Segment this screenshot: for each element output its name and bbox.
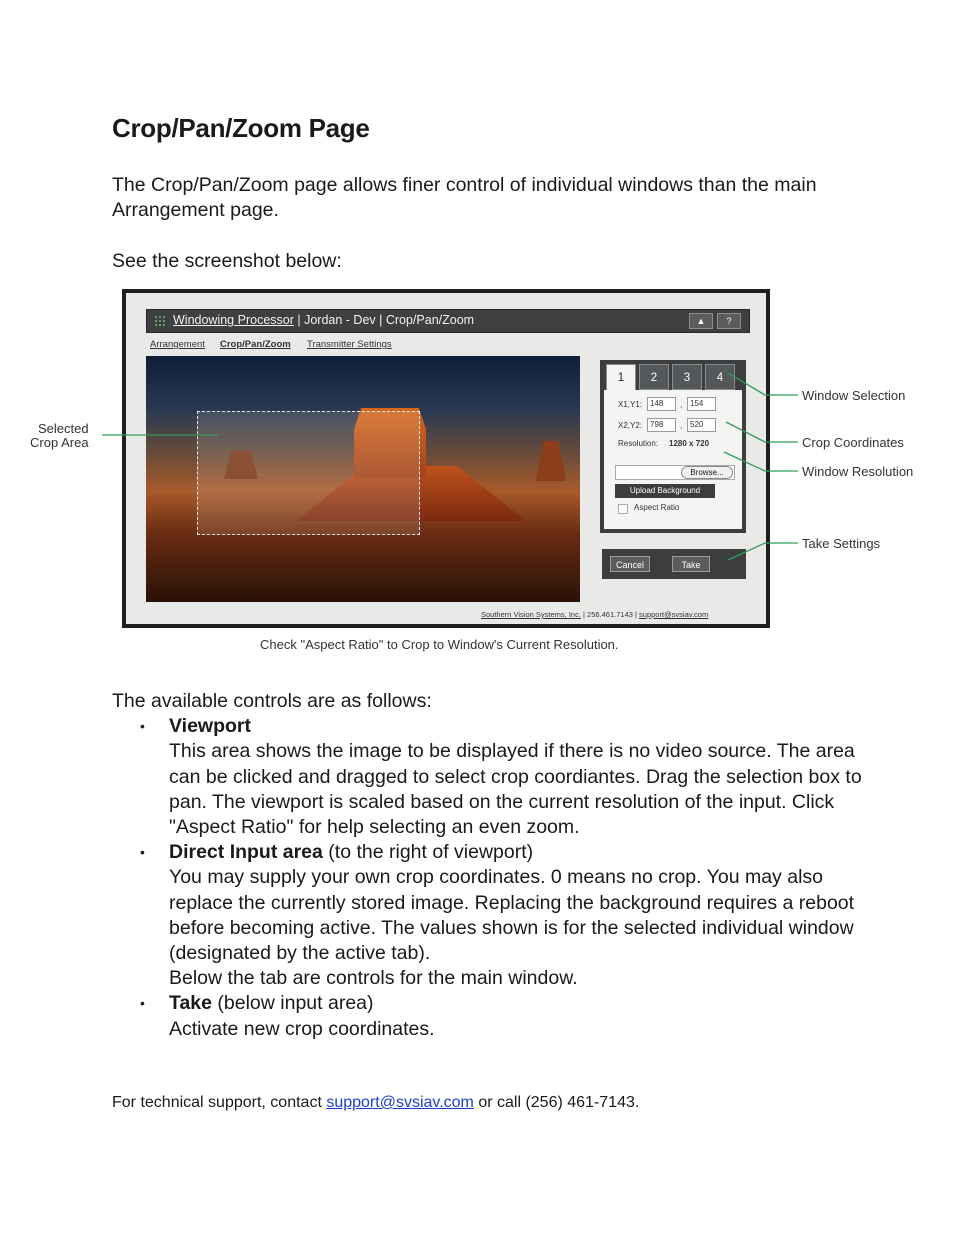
- take-button[interactable]: Take: [672, 556, 710, 572]
- resolution-label: Resolution:: [618, 439, 659, 448]
- callout-take-settings: Take Settings: [802, 536, 881, 551]
- callout-crop-coordinates: Crop Coordinates: [802, 435, 904, 450]
- support-prefix: For technical support, contact: [112, 1094, 327, 1111]
- tab-window-2[interactable]: 2: [639, 364, 669, 390]
- line-window-resolution: [724, 452, 798, 471]
- comma-1: ,: [680, 400, 683, 409]
- control-description: You may supply your own crop coordinates. 0 means no crop. You may also replace the currently stored image. Replacing the background requires a reboot before becoming active. The values shown is for the selected individual window (designated by the active tab).: [169, 866, 855, 965]
- y1-input[interactable]: 154: [687, 397, 716, 411]
- intro-paragraph: The Crop/Pan/Zoom page allows finer control of individual windows than the main Arrangement page.: [112, 174, 817, 221]
- see-below-text: See the screenshot below:: [112, 250, 342, 272]
- nav-crop-pan-zoom[interactable]: Crop/Pan/Zoom: [220, 339, 291, 350]
- nav-arrangement[interactable]: Arrangement: [150, 339, 205, 350]
- callout-selected-line1: Selected: [38, 421, 89, 436]
- line-window-selection: [728, 373, 798, 395]
- help-button[interactable]: ?: [717, 313, 741, 329]
- support-suffix: or call (256) 461-7143.: [473, 1094, 640, 1111]
- control-name: Take: [169, 992, 212, 1015]
- x2-input[interactable]: 798: [647, 418, 676, 432]
- tab-window-3[interactable]: 3: [672, 364, 702, 390]
- x2y2-label: X2,Y2:: [618, 421, 643, 430]
- control-name: Direct Input area: [169, 841, 323, 864]
- bullet: •: [140, 718, 145, 735]
- control-description: This area shows the image to be displayed if there is no video source. The area can be clicked and dragged to select crop coordiantes. Drag the selection box to pan. The viewport is scaled based on the current resolution of the input. Click "Aspect Ratio" for help selecting an even zoom.: [169, 740, 862, 839]
- callout-window-selection: Window Selection: [802, 388, 906, 403]
- x1y1-label: X1,Y1:: [618, 400, 643, 409]
- tab-window-1[interactable]: 1: [606, 364, 636, 390]
- aspect-ratio-label: Aspect Ratio: [634, 503, 680, 512]
- comma-2: ,: [680, 421, 683, 430]
- footer-phone: | 256.461.7143 |: [580, 610, 640, 619]
- support-line: [112, 1094, 639, 1112]
- bullet: •: [140, 844, 145, 861]
- controls-intro: The available controls are as follows:: [112, 690, 432, 712]
- figure-caption: Check "Aspect Ratio" to Crop to Window's Current Resolution.: [260, 637, 619, 652]
- nav-transmitter-settings[interactable]: Transmitter Settings: [307, 339, 392, 350]
- callout-selected-line2: Crop Area: [30, 435, 89, 450]
- resolution-value: 1280 x 720: [669, 439, 710, 448]
- tab-window-4[interactable]: 4: [705, 364, 735, 390]
- header-breadcrumb: | Jordan - Dev | Crop/Pan/Zoom: [293, 313, 475, 327]
- support-email-link[interactable]: support@svsiav.com: [326, 1094, 474, 1111]
- footer-company-link[interactable]: Southern Vision Systems, Inc.: [481, 610, 581, 619]
- list-item-viewport: [112, 714, 872, 840]
- control-suffix: (below input area): [212, 992, 374, 1015]
- control-description: Activate new crop coordinates.: [169, 1017, 435, 1040]
- callout-selected-crop-area: [30, 421, 89, 450]
- callout-window-resolution: Window Resolution: [802, 464, 914, 479]
- x1-input[interactable]: 148: [647, 397, 676, 411]
- line-take-settings: [728, 543, 798, 560]
- cancel-button[interactable]: Cancel: [610, 556, 650, 572]
- upload-background-button[interactable]: Upload Background: [615, 484, 715, 498]
- footer-email-link[interactable]: support@svsiav.com: [639, 610, 709, 619]
- control-suffix: (to the right of viewport): [322, 841, 534, 864]
- control-description-extra: Below the tab are controls for the main window.: [169, 967, 578, 990]
- bullet: •: [140, 995, 145, 1012]
- y2-input[interactable]: 520: [687, 418, 716, 432]
- list-item-direct-input: [112, 840, 872, 991]
- line-crop-coordinates: [726, 422, 798, 442]
- app-home-link[interactable]: Windowing Processor: [173, 313, 294, 327]
- control-name: Viewport: [169, 715, 251, 738]
- upload-icon[interactable]: ▲: [689, 313, 713, 329]
- page-title: Crop/Pan/Zoom Page: [112, 113, 370, 143]
- browse-button[interactable]: Browse...: [681, 466, 733, 479]
- list-item-take: [112, 991, 872, 1041]
- controls-list: [112, 689, 872, 1042]
